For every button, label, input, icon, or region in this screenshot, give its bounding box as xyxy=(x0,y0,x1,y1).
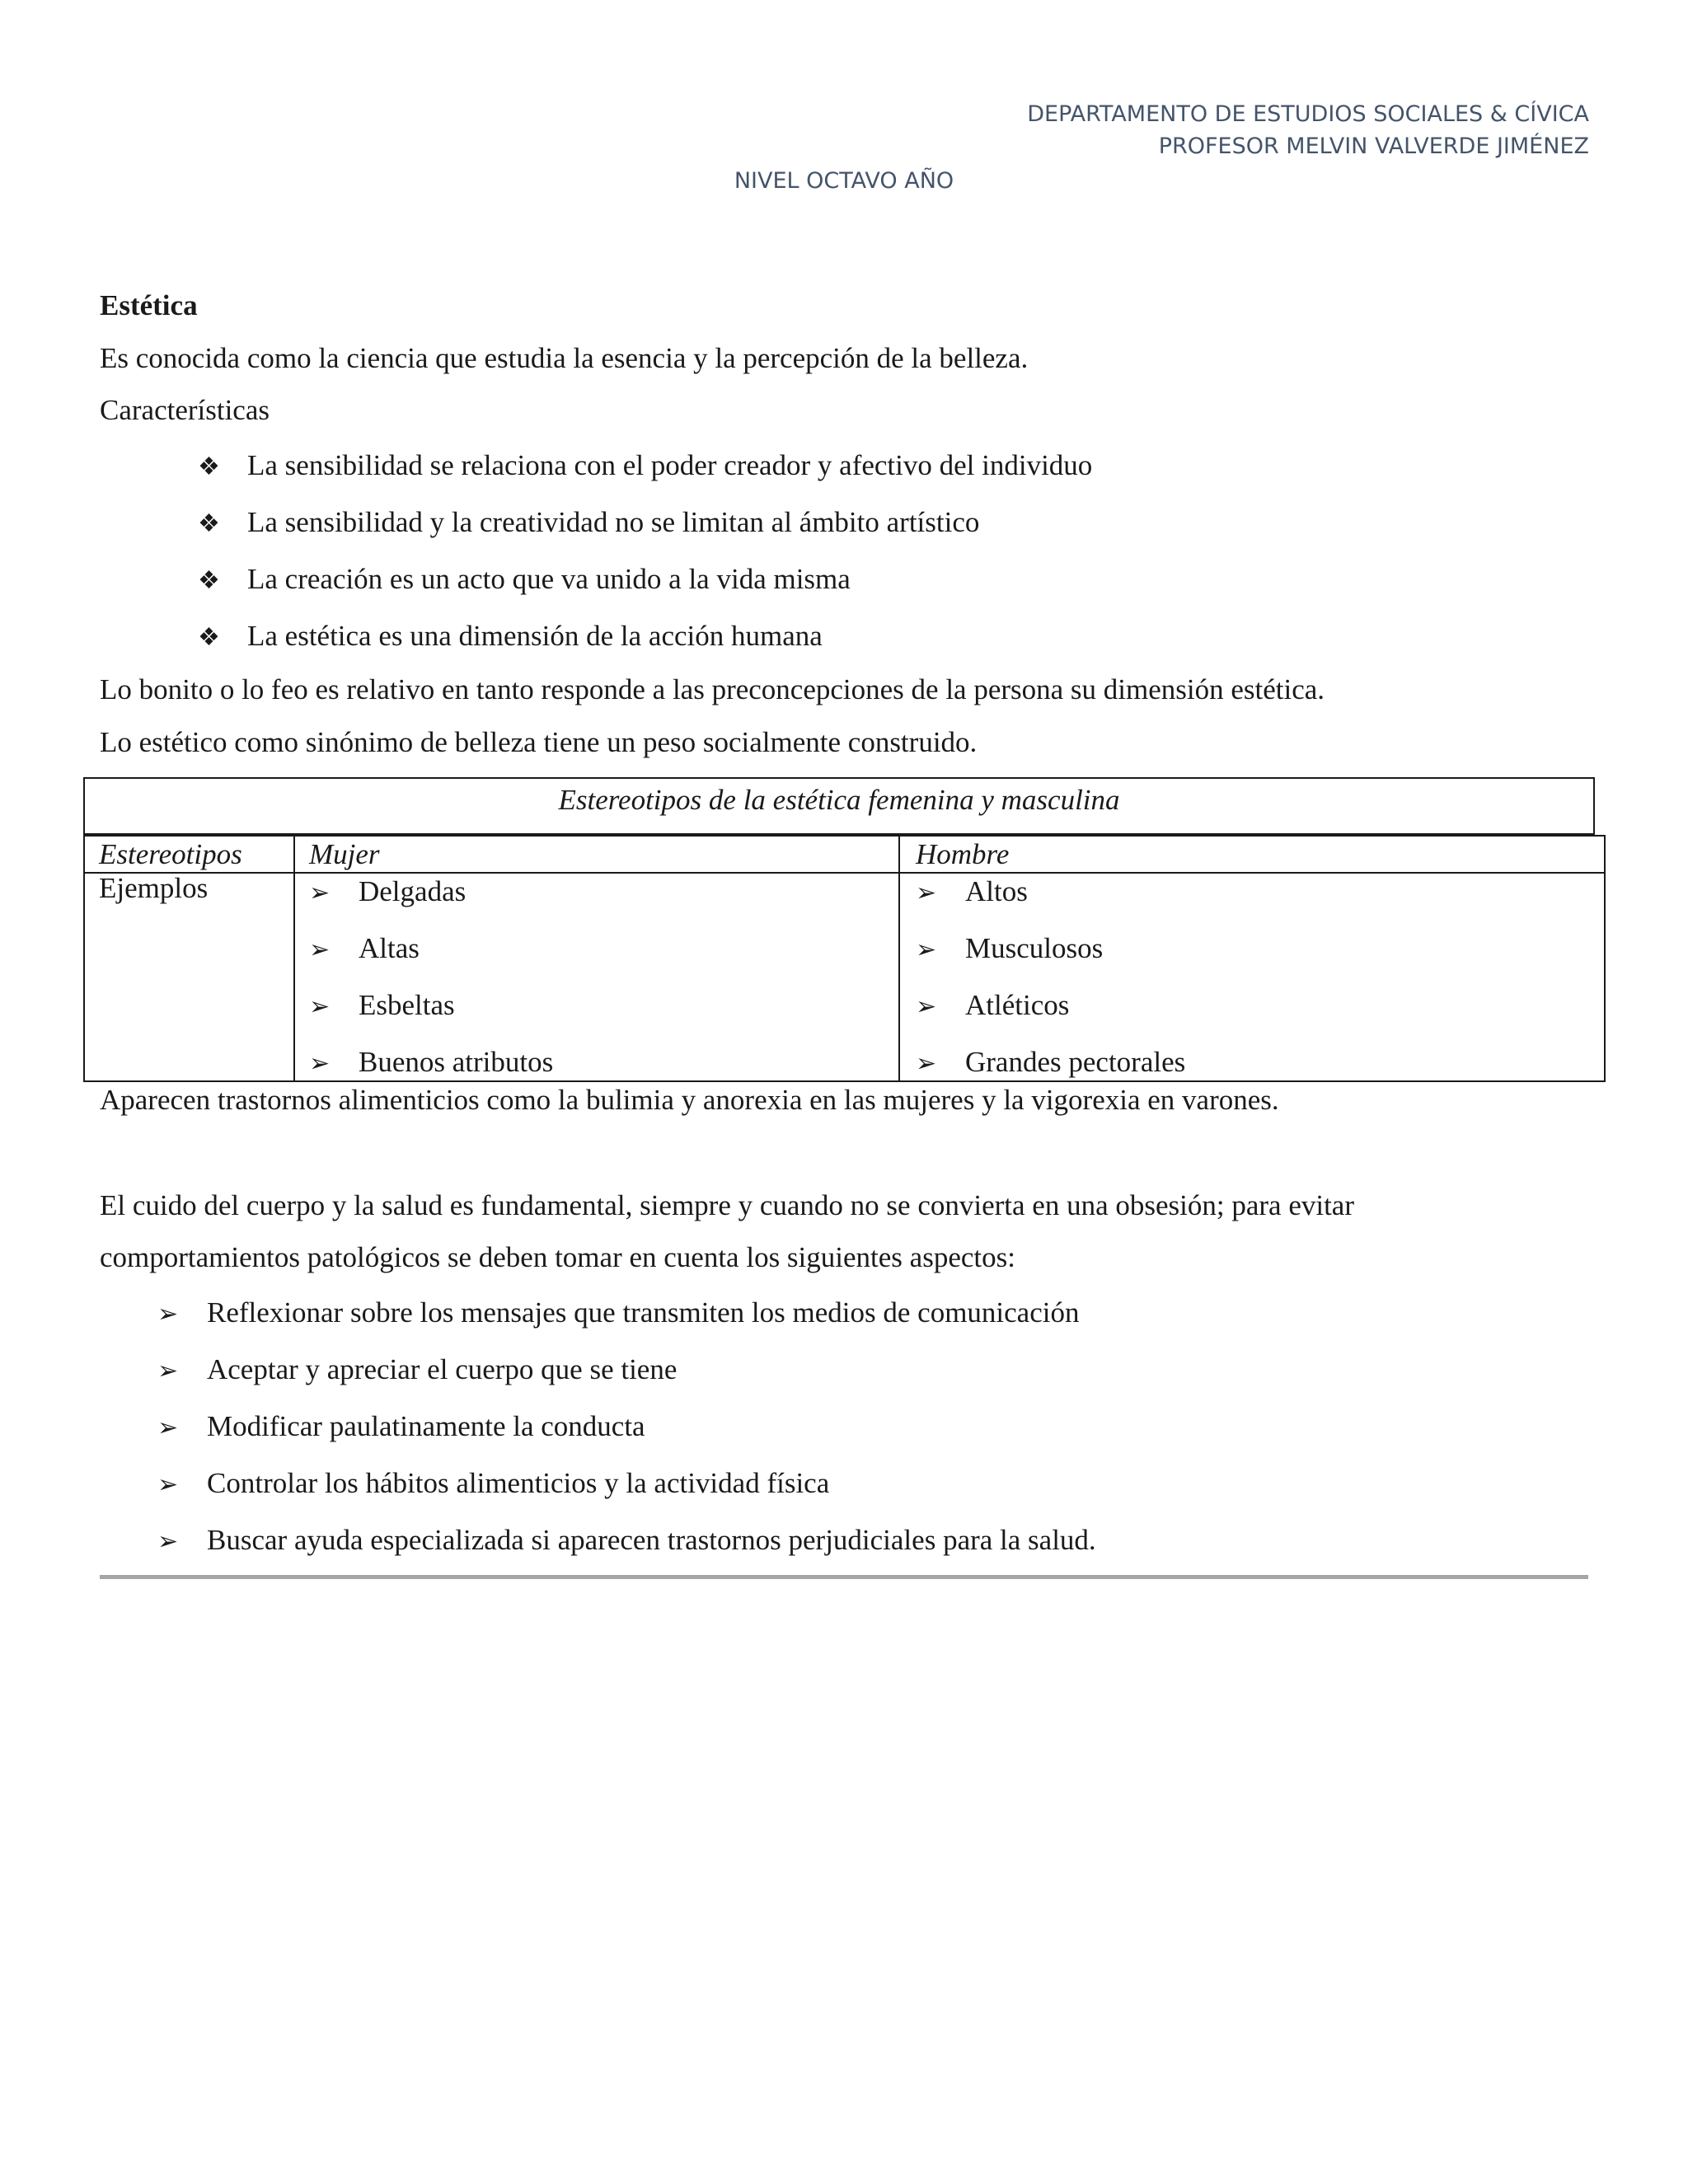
arrow-bullet-icon: ➢ xyxy=(157,1301,179,1328)
arrow-bullet-icon: ➢ xyxy=(309,879,331,907)
characteristic-text: La estética es una dimensión de la acción humana xyxy=(247,620,823,652)
table-column-divider xyxy=(898,837,900,1080)
header-level: NIVEL OCTAVO AÑO xyxy=(734,168,954,194)
diamond-bullet-icon: ❖ xyxy=(198,624,220,651)
table-row-label: Ejemplos xyxy=(99,872,209,904)
arrow-bullet-icon: ➢ xyxy=(916,936,937,963)
aspect-item xyxy=(157,1465,829,1503)
arrow-bullet-icon: ➢ xyxy=(309,1050,331,1077)
list-item xyxy=(309,930,553,987)
aspect-item xyxy=(157,1352,677,1390)
arrow-bullet-icon: ➢ xyxy=(916,879,937,907)
diamond-bullet-icon: ❖ xyxy=(198,510,220,537)
list-item xyxy=(916,874,1185,930)
footer-divider xyxy=(100,1575,1588,1579)
list-item xyxy=(916,987,1185,1044)
table-header-mujer: Mujer xyxy=(309,838,380,870)
list-item-text: Altas xyxy=(359,932,420,964)
aspect-item xyxy=(157,1408,645,1446)
list-item-text: Musculosos xyxy=(965,932,1104,964)
list-item-text: Atléticos xyxy=(965,989,1070,1021)
aspect-item xyxy=(157,1295,1079,1333)
table-header-hombre: Hombre xyxy=(916,838,1010,870)
arrow-bullet-icon: ➢ xyxy=(309,936,331,963)
list-item xyxy=(309,874,553,930)
definition-text: Es conocida como la ciencia que estudia la esencia y la percepción de la belleza. xyxy=(100,342,1029,374)
paragraph-disorders: Aparecen trastornos alimenticios como la bulimia y anorexia en las mujeres y la vigorexia en varones. xyxy=(100,1084,1279,1116)
list-item xyxy=(916,930,1185,987)
paragraph-care-line1: El cuido del cuerpo y la salud es fundamental, siempre y cuando no se convierta en una obsesión; para evitar xyxy=(100,1189,1354,1221)
aspect-text: Modificar paulatinamente la conducta xyxy=(207,1410,645,1442)
hombre-list xyxy=(916,874,1185,1101)
aspect-text: Reflexionar sobre los mensajes que transmiten los medios de comunicación xyxy=(207,1296,1080,1329)
characteristic-text: La creación es un acto que va unido a la vida misma xyxy=(247,563,851,595)
arrow-bullet-icon: ➢ xyxy=(157,1471,179,1498)
arrow-bullet-icon: ➢ xyxy=(157,1528,179,1555)
paragraph-relative-beauty: Lo bonito o lo feo es relativo en tanto responde a las preconcepciones de la persona su dimensión estética. xyxy=(100,673,1325,705)
arrow-bullet-icon: ➢ xyxy=(157,1414,179,1441)
arrow-bullet-icon: ➢ xyxy=(916,1050,937,1077)
table-title: Estereotipos de la estética femenina y masculina xyxy=(558,784,1120,816)
aspect-text: Buscar ayuda especializada si aparecen trastornos perjudiciales para la salud. xyxy=(207,1524,1096,1556)
characteristic-item xyxy=(198,618,823,656)
table-title-box xyxy=(83,777,1595,835)
table-column-divider xyxy=(293,837,295,1080)
paragraph-social-construct: Lo estético como sinónimo de belleza tiene un peso socialmente construido. xyxy=(100,726,978,758)
list-item-text: Altos xyxy=(965,875,1028,907)
mujer-list xyxy=(309,874,553,1101)
list-item-text: Grandes pectorales xyxy=(965,1046,1186,1078)
diamond-bullet-icon: ❖ xyxy=(198,453,220,480)
table-header-stereotypes: Estereotipos xyxy=(99,838,242,870)
diamond-bullet-icon: ❖ xyxy=(198,567,220,594)
characteristic-text: La sensibilidad y la creatividad no se limitan al ámbito artístico xyxy=(247,506,980,538)
aspect-text: Aceptar y apreciar el cuerpo que se tiene xyxy=(207,1353,678,1385)
paragraph-care-line2: comportamientos patológicos se deben tomar en cuenta los siguientes aspectos: xyxy=(100,1241,1015,1273)
header-professor: PROFESOR MELVIN VALVERDE JIMÉNEZ xyxy=(1158,134,1589,159)
aspect-text: Controlar los hábitos alimenticios y la actividad física xyxy=(207,1467,830,1499)
section-title: Estética xyxy=(100,289,198,321)
characteristic-text: La sensibilidad se relaciona con el poder creador y afectivo del individuo xyxy=(247,449,1093,481)
characteristic-item xyxy=(198,448,1092,485)
characteristics-label: Características xyxy=(100,394,270,426)
arrow-bullet-icon: ➢ xyxy=(916,993,937,1020)
stereotypes-table xyxy=(83,835,1606,1082)
list-item-text: Buenos atributos xyxy=(359,1046,554,1078)
list-item-text: Esbeltas xyxy=(359,989,455,1021)
aspect-item xyxy=(157,1522,1096,1560)
arrow-bullet-icon: ➢ xyxy=(309,993,331,1020)
list-item-text: Delgadas xyxy=(359,875,467,907)
arrow-bullet-icon: ➢ xyxy=(157,1357,179,1385)
characteristic-item xyxy=(198,504,979,542)
list-item xyxy=(309,987,553,1044)
characteristic-item xyxy=(198,561,851,599)
header-department: DEPARTAMENTO DE ESTUDIOS SOCIALES & CÍVICA xyxy=(1027,101,1589,127)
